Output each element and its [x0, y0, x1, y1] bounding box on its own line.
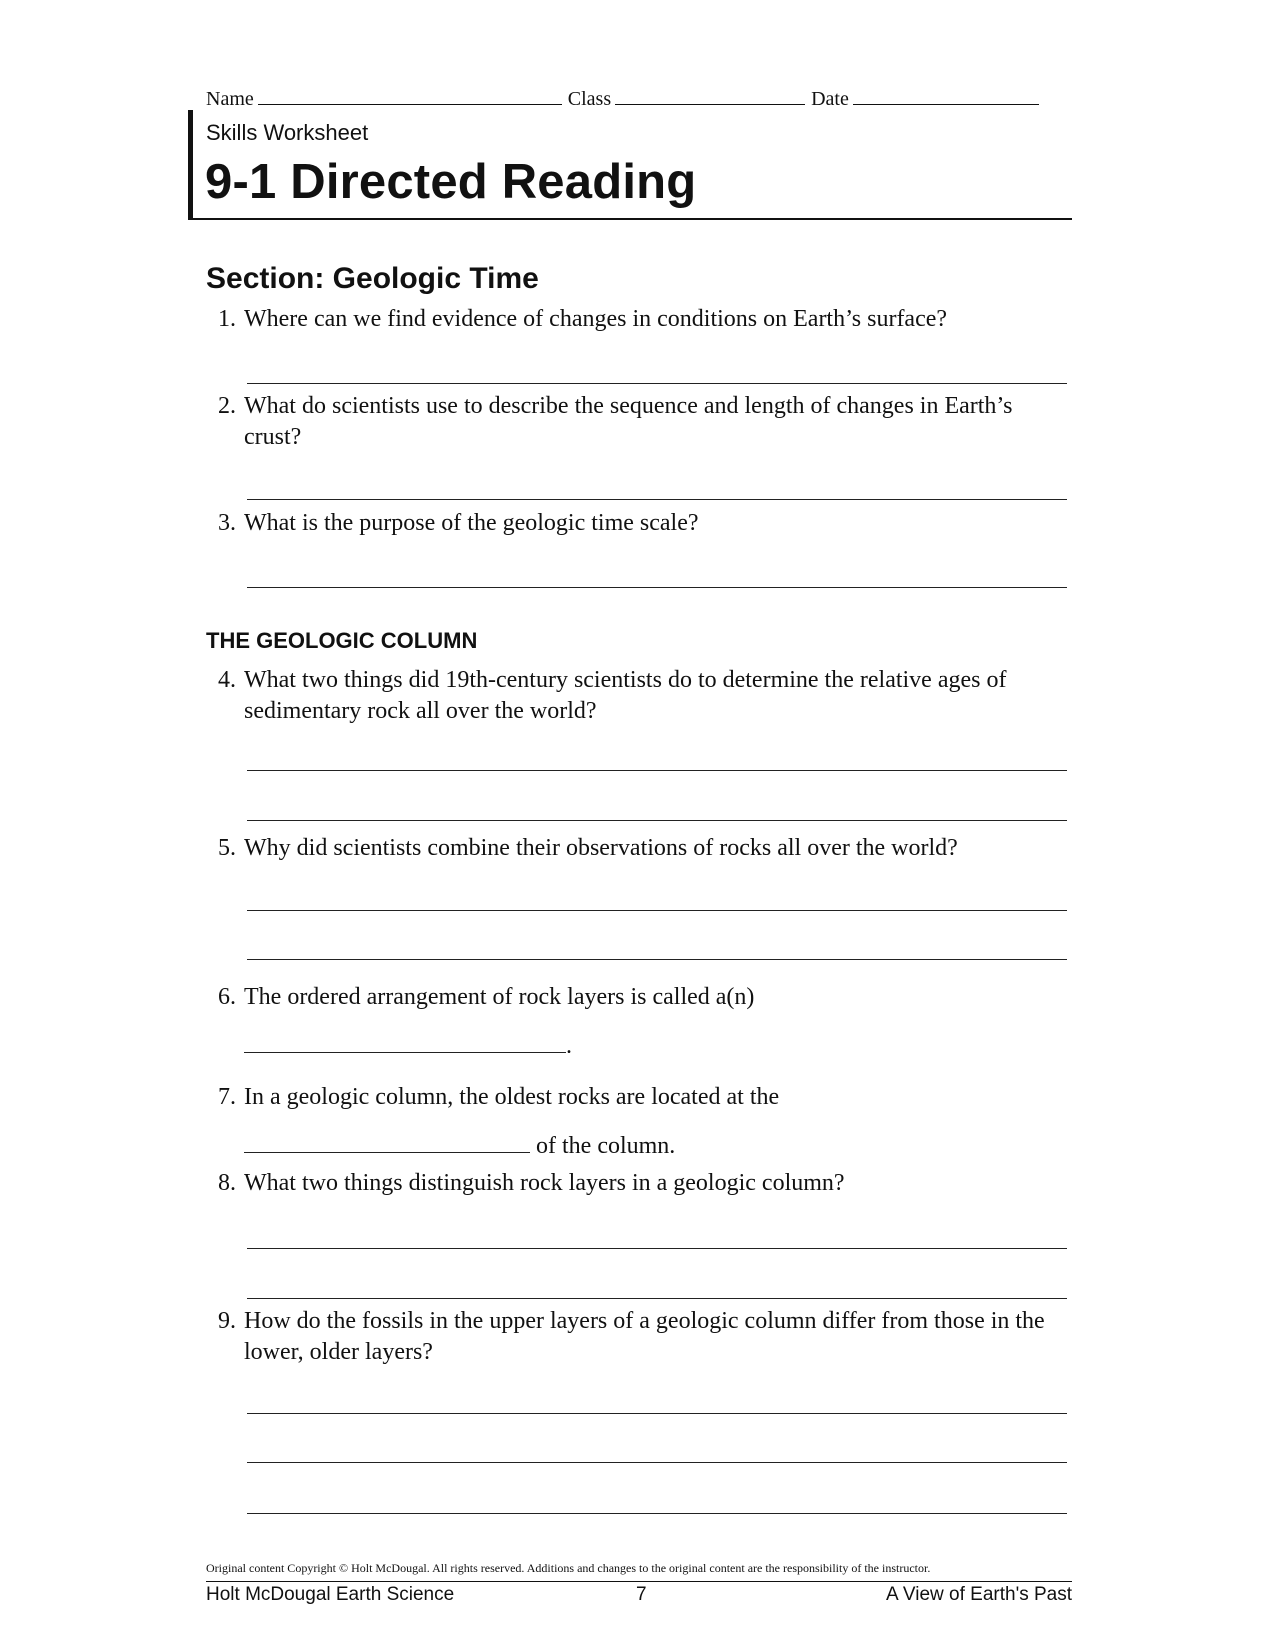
question-number: 1. — [218, 306, 236, 332]
question-7 — [218, 1082, 1068, 1113]
question-number: 3. — [218, 510, 236, 536]
question-text: Why did scientists combine their observations of rocks all over the world? — [244, 835, 958, 861]
question-1 — [218, 304, 1068, 335]
section-heading: Section: Geologic Time — [206, 262, 539, 295]
question-text: What do scientists use to describe the sequence and length of changes in Earth’s crust? — [244, 393, 1013, 450]
answer-line[interactable] — [247, 770, 1067, 771]
answer-line[interactable] — [247, 1298, 1067, 1299]
date-label: Date — [811, 88, 849, 110]
question-5 — [218, 833, 1068, 864]
class-field[interactable] — [615, 86, 805, 105]
question-number: 6. — [218, 984, 236, 1010]
footer-book-title: Holt McDougal Earth Science — [206, 1584, 455, 1605]
fill-in-row — [244, 1030, 572, 1060]
footer-divider — [206, 1581, 1072, 1582]
page-title: 9-1 Directed Reading — [205, 155, 697, 209]
question-text: How do the fossils in the upper layers of a geologic column differ from those in the lower, older layers? — [244, 1308, 1045, 1365]
question-text: What two things did 19th-century scientists do to determine the relative ages of sedimentary rock all over the world? — [244, 667, 1007, 724]
footer-chapter-title: A View of Earth's Past — [886, 1584, 1072, 1605]
question-text: What is the purpose of the geologic time scale? — [244, 510, 699, 536]
answer-line[interactable] — [247, 499, 1067, 500]
question-text: In a geologic column, the oldest rocks are located at the — [244, 1084, 780, 1110]
fill-in-blank[interactable] — [244, 1130, 530, 1153]
question-number: 4. — [218, 667, 236, 693]
class-label: Class — [567, 88, 612, 110]
question-text: What two things distinguish rock layers in a geologic column? — [244, 1170, 845, 1196]
name-field[interactable] — [258, 86, 562, 105]
answer-line[interactable] — [247, 1462, 1067, 1463]
answer-line[interactable] — [247, 1513, 1067, 1514]
student-info-row — [206, 86, 1066, 111]
question-text: The ordered arrangement of rock layers is called a(n) — [244, 984, 755, 1010]
name-label: Name — [206, 88, 254, 110]
answer-line[interactable] — [247, 910, 1067, 911]
question-3 — [218, 508, 1068, 539]
blank-suffix: . — [566, 1033, 572, 1059]
question-9 — [218, 1306, 1068, 1368]
fill-in-blank[interactable] — [244, 1030, 566, 1053]
subsection-heading: THE GEOLOGIC COLUMN — [206, 628, 478, 653]
blank-suffix: of the column. — [530, 1133, 676, 1159]
answer-line[interactable] — [247, 959, 1067, 960]
question-2 — [218, 391, 1068, 453]
answer-line[interactable] — [247, 1248, 1067, 1249]
question-number: 2. — [218, 393, 236, 419]
question-8 — [218, 1168, 1068, 1199]
question-number: 7. — [218, 1084, 236, 1110]
answer-line[interactable] — [247, 1413, 1067, 1414]
copyright-notice: Original content Copyright © Holt McDougal. All rights reserved. Additions and changes to the original content are the responsibility of the instructor. — [206, 1561, 931, 1575]
date-field[interactable] — [853, 86, 1039, 105]
question-4 — [218, 665, 1068, 727]
answer-line[interactable] — [247, 383, 1067, 384]
question-text: Where can we find evidence of changes in conditions on Earth’s surface? — [244, 306, 948, 332]
answer-line[interactable] — [247, 587, 1067, 588]
fill-in-row — [244, 1130, 675, 1160]
worksheet-label: Skills Worksheet — [206, 120, 369, 145]
question-6 — [218, 982, 1068, 1013]
question-number: 5. — [218, 835, 236, 861]
title-block — [188, 110, 1072, 220]
question-number: 9. — [218, 1308, 236, 1334]
answer-line[interactable] — [247, 820, 1067, 821]
page-number: 7 — [636, 1584, 647, 1605]
question-number: 8. — [218, 1170, 236, 1196]
